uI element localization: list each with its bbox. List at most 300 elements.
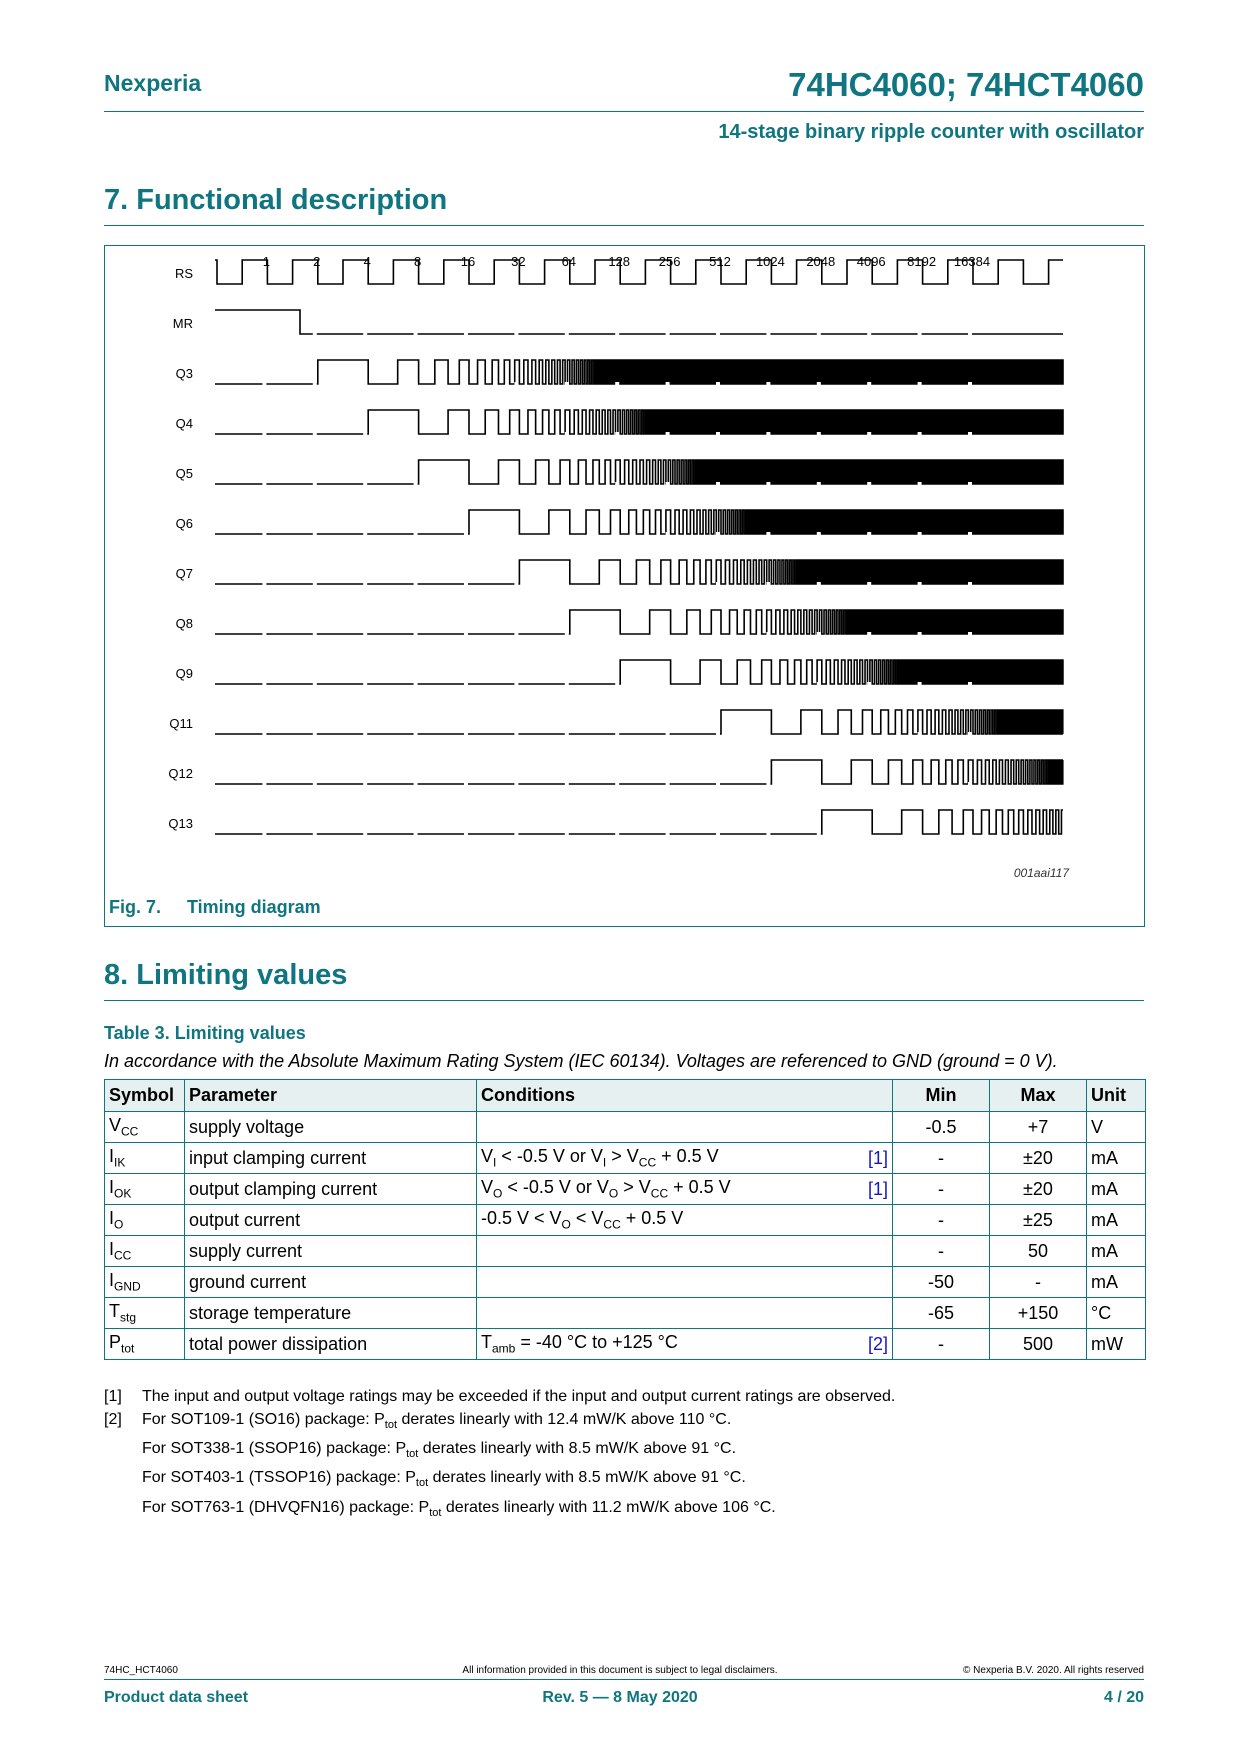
signal-label: Q6: [175, 516, 193, 531]
baseline-gap: [716, 332, 720, 336]
baseline-gap: [262, 782, 266, 786]
baseline-gap: [565, 682, 569, 686]
baseline-gap: [817, 582, 821, 586]
min-cell: -: [893, 1329, 990, 1360]
baseline-gap: [615, 582, 619, 586]
symbol-cell: $V_{CC}$: [105, 1112, 185, 1143]
baseline-gap: [867, 632, 871, 636]
figure-caption: [109, 897, 321, 918]
table-note: In accordance with the Absolute Maximum Rating System (IEC 60134). Voltages are referenced to GND (ground = 0 V).: [104, 1051, 1058, 1071]
baseline-gap: [464, 732, 468, 736]
unit-cell: mA: [1087, 1267, 1146, 1298]
baseline-gap: [615, 682, 619, 686]
baseline-gap: [918, 782, 922, 786]
conditions-cell: -0.5 $V < V_O < V_{CC} + 0.5$ V: [477, 1205, 893, 1236]
max-cell: 50: [990, 1236, 1087, 1267]
min-cell: -: [893, 1236, 990, 1267]
baseline-gap: [867, 532, 871, 536]
section-8-divider: [104, 1000, 1144, 1001]
baseline-gap: [666, 332, 670, 336]
baseline-gap: [766, 582, 770, 586]
baseline-gap: [716, 782, 720, 786]
baseline-gap: [313, 782, 317, 786]
q-output-waveform: [215, 560, 1063, 584]
baseline-gap: [867, 732, 871, 736]
baseline-gap: [666, 732, 670, 736]
symbol-cell: $I_{IK}$: [105, 1143, 185, 1174]
baseline-gap: [514, 732, 518, 736]
baseline-gap: [615, 332, 619, 336]
document-title: 74HC4060; 74HCT4060: [788, 66, 1144, 103]
baseline-gap: [666, 482, 670, 486]
signal-label: Q7: [175, 566, 193, 581]
baseline-gap: [867, 332, 871, 336]
baseline-gap: [716, 482, 720, 486]
conditions-cell: [477, 1298, 893, 1329]
baseline-gap: [313, 732, 317, 736]
baseline-gap: [464, 682, 468, 686]
baseline-gap: [968, 732, 972, 736]
baseline-gap: [565, 732, 569, 736]
baseline-gap: [817, 832, 821, 836]
baseline-gap: [565, 382, 569, 386]
pulse-count-label: 16: [460, 254, 476, 269]
baseline-gap: [666, 582, 670, 586]
baseline-gap: [414, 632, 418, 636]
pulse-count-label: 8: [413, 254, 422, 269]
parameter-cell: output clamping current: [185, 1174, 477, 1205]
symbol-cell: $T_{stg}$: [105, 1298, 185, 1329]
unit-cell: mA: [1087, 1174, 1146, 1205]
table-row: [105, 1298, 1146, 1329]
conditions-cell: [477, 1112, 893, 1143]
baseline-gap: [363, 432, 367, 436]
max-cell: +150: [990, 1298, 1087, 1329]
parameter-cell: input clamping current: [185, 1143, 477, 1174]
symbol-cell: $I_{CC}$: [105, 1236, 185, 1267]
unit-cell: mA: [1087, 1205, 1146, 1236]
figure-caption-text: Timing diagram: [187, 897, 321, 917]
figure-number: Fig. 7.: [109, 897, 162, 917]
baseline-gap: [867, 432, 871, 436]
min-cell: -: [893, 1205, 990, 1236]
baseline-gap: [514, 832, 518, 836]
unit-cell: mA: [1087, 1236, 1146, 1267]
baseline-gap: [918, 632, 922, 636]
baseline-gap: [615, 782, 619, 786]
baseline-gap: [918, 332, 922, 336]
baseline-gap: [716, 582, 720, 586]
footnote-2: [2] For SOT109-1 (SO16) package: $P_{tot}$ derates linearly with 12.4 mW/K above 110 °C. For SOT338-1 (SSOP16) package: $P_{tot}$ derates linearly with 8.5 mW/K above 91 °C. For SOT403-1 (TSSOP16) package: $P_{tot}$ derates linearly with 8.5 mW/K above 91 °C. For SOT763-1 (DHVQFN16) package: $P_{tot}$ derates linearly with 11.2 mW/K above 106 °C.: [104, 1408, 895, 1525]
baseline-gap: [464, 382, 468, 386]
baseline-gap: [514, 432, 518, 436]
baseline-gap: [867, 382, 871, 386]
parameter-cell: ground current: [185, 1267, 477, 1298]
min-cell: -: [893, 1143, 990, 1174]
signal-label: Q11: [169, 716, 193, 731]
symbol-cell: $I_{GND}$: [105, 1267, 185, 1298]
baseline-gap: [565, 532, 569, 536]
baseline-gap: [968, 782, 972, 786]
max-cell: ±25: [990, 1205, 1087, 1236]
max-cell: ±20: [990, 1143, 1087, 1174]
baseline-gap: [565, 582, 569, 586]
pulse-count-label: 4096: [856, 254, 886, 269]
symbol-cell: $I_{OK}$: [105, 1174, 185, 1205]
baseline-gap: [262, 482, 266, 486]
footnote-2-line: For SOT763-1 (DHVQFN16) package: $P_{tot}$ derates linearly with 11.2 mW/K above 106 °C.: [142, 1498, 776, 1519]
baseline-gap: [363, 782, 367, 786]
baseline-gap: [363, 532, 367, 536]
table-title: Table 3. Limiting values: [104, 1023, 306, 1043]
table-footnotes: [104, 1385, 895, 1525]
footnote-ref-link[interactable]: [1]: [867, 1178, 888, 1199]
signal-label: Q3: [175, 366, 193, 381]
footer-divider: [104, 1679, 1144, 1680]
baseline-gap: [918, 582, 922, 586]
baseline-gap: [313, 432, 317, 436]
baseline-gap: [615, 632, 619, 636]
table-row: [105, 1267, 1146, 1298]
baseline-gap: [666, 782, 670, 786]
unit-cell: V: [1087, 1112, 1146, 1143]
q-output-waveform: [215, 410, 1063, 434]
baseline-gap: [464, 532, 468, 536]
baseline-gap: [817, 432, 821, 436]
footer-page-number: 4 / 20: [1103, 1689, 1144, 1706]
parameter-cell: storage temperature: [185, 1298, 477, 1329]
signal-label: RS: [174, 266, 193, 281]
baseline-gap: [918, 482, 922, 486]
baseline-gap: [766, 782, 770, 786]
min-cell: -0.5: [893, 1112, 990, 1143]
baseline-gap: [313, 582, 317, 586]
pulse-count-label: 8192: [907, 254, 937, 269]
max-cell: +7: [990, 1112, 1087, 1143]
baseline-gap: [363, 382, 367, 386]
symbol-cell: $P_{tot}$: [105, 1329, 185, 1360]
baseline-gap: [867, 482, 871, 486]
baseline-gap: [414, 332, 418, 336]
baseline-gap: [766, 682, 770, 686]
footnote-2-line: For SOT109-1 (SO16) package: $P_{tot}$ derates linearly with 12.4 mW/K above 110 °C.: [142, 1411, 732, 1432]
min-cell: -65: [893, 1298, 990, 1329]
baseline-gap: [262, 682, 266, 686]
baseline-gap: [615, 382, 619, 386]
baseline-gap: [666, 382, 670, 386]
baseline-gap: [716, 832, 720, 836]
signal-label: Q8: [175, 616, 193, 631]
baseline-gap: [666, 832, 670, 836]
table-row: [105, 1329, 1146, 1360]
baseline-gap: [414, 532, 418, 536]
baseline-gap: [666, 532, 670, 536]
max-cell: 500: [990, 1329, 1087, 1360]
parameter-cell: total power dissipation: [185, 1329, 477, 1360]
baseline-gap: [716, 432, 720, 436]
baseline-gap: [565, 782, 569, 786]
table-row: [105, 1174, 1146, 1205]
baseline-gap: [615, 432, 619, 436]
baseline-gap: [262, 382, 266, 386]
baseline-gap: [666, 432, 670, 436]
baseline-gap: [565, 432, 569, 436]
baseline-gap: [565, 832, 569, 836]
signal-label: Q13: [168, 816, 193, 831]
unit-cell: mW: [1087, 1329, 1146, 1360]
baseline-gap: [716, 532, 720, 536]
baseline-gap: [514, 682, 518, 686]
q-output-waveform: [215, 510, 1063, 534]
baseline-gap: [766, 332, 770, 336]
footnote-2-line: For SOT403-1 (TSSOP16) package: $P_{tot}$ derates linearly with 8.5 mW/K above 91 °C.: [142, 1469, 746, 1490]
q-output-waveform: [215, 460, 1063, 484]
baseline-gap: [615, 482, 619, 486]
baseline-gap: [817, 332, 821, 336]
baseline-gap: [262, 632, 266, 636]
document-subtitle: 14-stage binary ripple counter with oscillator: [718, 121, 1144, 143]
footer-disclaimer: All information provided in this document is subject to legal disclaimers.: [462, 1665, 778, 1676]
baseline-gap: [313, 482, 317, 486]
brand-name: Nexperia: [104, 70, 202, 96]
baseline-gap: [414, 482, 418, 486]
table-row: [105, 1112, 1146, 1143]
baseline-gap: [817, 632, 821, 636]
baseline-gap: [464, 632, 468, 636]
pulse-count-label: 64: [561, 254, 577, 269]
baseline-gap: [968, 482, 972, 486]
baseline-gap: [363, 482, 367, 486]
baseline-gap: [414, 732, 418, 736]
baseline-gap: [766, 832, 770, 836]
baseline-gap: [918, 432, 922, 436]
baseline-gap: [262, 332, 266, 336]
baseline-gap: [766, 732, 770, 736]
pulse-count-label: 1024: [755, 254, 785, 269]
timing-diagram-figure: [104, 245, 1145, 927]
baseline-gap: [313, 682, 317, 686]
baseline-gap: [313, 382, 317, 386]
footnote-ref-link[interactable]: [1]: [867, 1147, 888, 1168]
baseline-gap: [716, 732, 720, 736]
q-output-waveform: [215, 660, 1063, 684]
baseline-gap: [817, 782, 821, 786]
min-cell: -: [893, 1174, 990, 1205]
baseline-gap: [363, 332, 367, 336]
conditions-cell: $V_O < -0.5$ V or $V_O > V_{CC} + 0.5$ V [1]: [477, 1174, 893, 1205]
table-row: [105, 1143, 1146, 1174]
baseline-gap: [363, 632, 367, 636]
baseline-gap: [968, 582, 972, 586]
baseline-gap: [414, 382, 418, 386]
baseline-gap: [414, 682, 418, 686]
signal-label: Q5: [175, 466, 193, 481]
baseline-gap: [262, 832, 266, 836]
max-cell: ±20: [990, 1174, 1087, 1205]
header-conditions: Conditions: [477, 1080, 893, 1112]
pulse-count-label: 512: [709, 254, 731, 269]
header-unit: Unit: [1087, 1080, 1146, 1112]
footnote-ref-link[interactable]: [2]: [867, 1333, 888, 1354]
baseline-gap: [464, 832, 468, 836]
table-row: [105, 1205, 1146, 1236]
max-cell: -: [990, 1267, 1087, 1298]
baseline-gap: [262, 582, 266, 586]
baseline-gap: [766, 532, 770, 536]
baseline-gap: [666, 632, 670, 636]
baseline-gap: [363, 832, 367, 836]
q-output-waveform: [215, 610, 1063, 634]
baseline-gap: [514, 482, 518, 486]
baseline-gap: [565, 332, 569, 336]
baseline-gap: [262, 432, 266, 436]
baseline-gap: [615, 532, 619, 536]
baseline-gap: [817, 482, 821, 486]
pulse-count-label: 128: [608, 254, 631, 269]
limiting-values-table: [104, 1079, 1146, 1360]
timing-diagram: [105, 246, 1144, 926]
footer-copyright: © Nexperia B.V. 2020. All rights reserved: [963, 1665, 1144, 1676]
baseline-gap: [514, 582, 518, 586]
signal-label: Q9: [175, 666, 193, 681]
baseline-gap: [313, 532, 317, 536]
baseline-gap: [716, 682, 720, 686]
header-min: Min: [893, 1080, 990, 1112]
baseline-gap: [918, 682, 922, 686]
baseline-gap: [766, 482, 770, 486]
footnote-1: [1] The input and output voltage ratings may be exceeded if the input and output current ratings are observed.: [104, 1388, 896, 1405]
baseline-gap: [615, 732, 619, 736]
section-7-divider: [104, 225, 1144, 226]
baseline-gap: [666, 682, 670, 686]
footer-doc-id: 74HC_HCT4060: [104, 1665, 178, 1676]
baseline-gap: [918, 732, 922, 736]
table-header-row: [105, 1080, 1146, 1112]
symbol-cell: $I_O$: [105, 1205, 185, 1236]
baseline-gap: [514, 382, 518, 386]
section-7-title: 7. Functional description: [104, 184, 448, 216]
baseline-gap: [414, 432, 418, 436]
baseline-gap: [716, 632, 720, 636]
baseline-gap: [262, 532, 266, 536]
baseline-gap: [615, 832, 619, 836]
signal-label: Q4: [175, 416, 193, 431]
baseline-gap: [766, 632, 770, 636]
q-output-waveform: [215, 360, 1063, 384]
baseline-gap: [918, 532, 922, 536]
baseline-gap: [968, 332, 972, 336]
baseline-gap: [766, 432, 770, 436]
conditions-cell: $V_I < -0.5$ V or $V_I > V_{CC} + 0.5$ V [1]: [477, 1143, 893, 1174]
baseline-gap: [363, 732, 367, 736]
footer-doc-type: Product data sheet: [104, 1689, 249, 1706]
baseline-gap: [918, 382, 922, 386]
baseline-gap: [817, 682, 821, 686]
pulse-count-label: 4: [363, 254, 371, 269]
baseline-gap: [817, 532, 821, 536]
header-parameter: Parameter: [185, 1080, 477, 1112]
unit-cell: °C: [1087, 1298, 1146, 1329]
baseline-gap: [867, 782, 871, 786]
pulse-count-label: 32: [511, 254, 526, 269]
baseline-gap: [817, 382, 821, 386]
conditions-cell: $T_{amb} = -40$ °C to +125 °C [2]: [477, 1329, 893, 1360]
baseline-gap: [414, 582, 418, 586]
baseline-gap: [414, 782, 418, 786]
pulse-count-label: 256: [658, 254, 681, 269]
baseline-gap: [464, 582, 468, 586]
conditions-cell: [477, 1267, 893, 1298]
pulse-count-label: 1: [262, 254, 271, 269]
baseline-gap: [514, 632, 518, 636]
pulse-count-label: 2048: [806, 254, 836, 269]
header-max: Max: [990, 1080, 1087, 1112]
header-divider: [104, 111, 1144, 112]
pulse-count-label: 16384: [953, 254, 991, 269]
baseline-gap: [867, 832, 871, 836]
baseline-gap: [313, 632, 317, 636]
baseline-gap: [968, 532, 972, 536]
baseline-gap: [968, 382, 972, 386]
baseline-gap: [968, 832, 972, 836]
conditions-cell: [477, 1236, 893, 1267]
mr-reset-waveform: [215, 310, 1063, 334]
baseline-gap: [514, 332, 518, 336]
baseline-gap: [313, 832, 317, 836]
baseline-gap: [565, 632, 569, 636]
baseline-gap: [514, 782, 518, 786]
q-output-waveform: [215, 760, 1063, 784]
baseline-gap: [464, 482, 468, 486]
baseline-gap: [464, 782, 468, 786]
baseline-gap: [968, 632, 972, 636]
baseline-gap: [817, 732, 821, 736]
signal-label: Q12: [168, 766, 193, 781]
baseline-gap: [918, 832, 922, 836]
parameter-cell: supply voltage: [185, 1112, 477, 1143]
footnote-2-line: For SOT338-1 (SSOP16) package: $P_{tot}$ derates linearly with 8.5 mW/K above 91 °C.: [142, 1440, 737, 1461]
baseline-gap: [464, 332, 468, 336]
pulse-count-label: 2: [313, 254, 321, 269]
baseline-gap: [313, 332, 317, 336]
baseline-gap: [867, 682, 871, 686]
footer-revision: Rev. 5 — 8 May 2020: [542, 1689, 698, 1706]
signal-label: MR: [172, 316, 193, 331]
min-cell: -50: [893, 1267, 990, 1298]
parameter-cell: output current: [185, 1205, 477, 1236]
baseline-gap: [514, 532, 518, 536]
baseline-gap: [968, 432, 972, 436]
baseline-gap: [867, 582, 871, 586]
baseline-gap: [414, 832, 418, 836]
baseline-gap: [262, 732, 266, 736]
section-8-title: 8. Limiting values: [104, 959, 348, 991]
baseline-gap: [968, 682, 972, 686]
parameter-cell: supply current: [185, 1236, 477, 1267]
baseline-gap: [363, 682, 367, 686]
unit-cell: mA: [1087, 1143, 1146, 1174]
header-symbol: Symbol: [105, 1080, 185, 1112]
q-output-waveform: [215, 710, 1063, 734]
figure-reference: 001aai117: [1013, 866, 1069, 880]
baseline-gap: [766, 382, 770, 386]
baseline-gap: [565, 482, 569, 486]
q-output-waveform: [215, 810, 1063, 834]
table-row: [105, 1236, 1146, 1267]
baseline-gap: [464, 432, 468, 436]
baseline-gap: [716, 382, 720, 386]
baseline-gap: [363, 582, 367, 586]
